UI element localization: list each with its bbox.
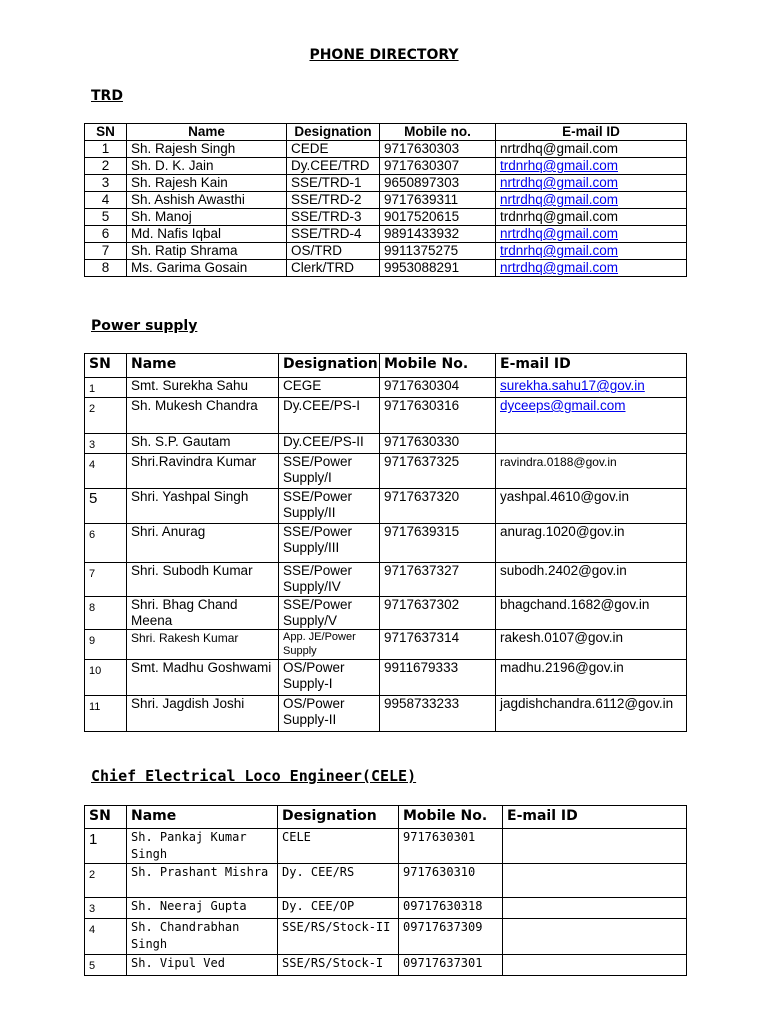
cell-sn: 11 [85,696,127,732]
cell-sn: 1 [85,141,127,158]
cell-sn: 8 [85,597,127,630]
table-row [85,955,687,976]
header-mobile: Mobile no. [380,124,496,141]
cell-email [496,158,687,175]
cell-sn: 3 [85,175,127,192]
cell-designation: SSE/TRD-4 [287,226,380,243]
cell-sn: 8 [85,260,127,277]
cell-mobile: 9717637320 [380,489,496,524]
trd-heading: TRD [91,88,123,104]
cell-name: Ms. Garima Gosain [127,260,287,277]
header-mobile: Mobile No. [399,806,503,829]
table-header-row [85,806,687,829]
cell-name: Smt. Madhu Goshwami [127,660,279,696]
table-header-row [85,354,687,378]
cell-designation: SSE/RS/Stock-II [278,919,399,955]
table-row [85,524,687,563]
cell-email [496,192,687,209]
email-link[interactable]: trdnrhq@gmail.com [500,243,618,258]
table-row [85,563,687,597]
page-title: PHONE DIRECTORY [309,47,459,63]
table-row [85,158,687,175]
email-link[interactable]: nrtrdhq@gmail.com [500,192,618,207]
cell-name: Sh. Chandrabhan Singh [127,919,278,955]
cell-sn: 6 [85,226,127,243]
header-sn: SN [85,806,127,829]
cell-sn: 3 [85,898,127,919]
cell-sn: 4 [85,454,127,489]
cell-designation: CELE [278,829,399,864]
cell-mobile: 9717630330 [380,434,496,454]
cell-name: Smt. Surekha Sahu [127,378,279,398]
cell-email [496,175,687,192]
cell-designation: SSE/TRD-1 [287,175,380,192]
cell-sn: 2 [85,864,127,898]
table-row [85,192,687,209]
email-link[interactable]: nrtrdhq@gmail.com [500,226,618,241]
header-sn: SN [85,354,127,378]
cell-mobile: 9717630316 [380,398,496,434]
cell-mobile: 9717639311 [380,192,496,209]
cell-sn: 2 [85,158,127,175]
cell-designation: Clerk/TRD [287,260,380,277]
cell-sn: 3 [85,434,127,454]
header-name: Name [127,124,287,141]
cell-name: Sh. Ashish Awasthi [127,192,287,209]
email-link[interactable]: dyceeps@gmail.com [500,398,626,413]
table-row [85,919,687,955]
cell-designation: OS/TRD [287,243,380,260]
cell-designation: SSE/Power Supply/III [279,524,380,563]
cell-email: subodh.2402@gov.in [496,563,687,597]
cell-mobile: 9717630304 [380,378,496,398]
cell-name: Shri. Rakesh Kumar [127,630,279,660]
cell-name: Sh. Manoj [127,209,287,226]
table-row [85,434,687,454]
cell-designation: SSE/Power Supply/I [279,454,380,489]
cell-sn: 6 [85,524,127,563]
cell-name: Sh. Neeraj Gupta [127,898,278,919]
cell-name: Shri. Yashpal Singh [127,489,279,524]
cell-email: yashpal.4610@gov.in [496,489,687,524]
cell-email [503,898,687,919]
cell-designation: Dy. CEE/OP [278,898,399,919]
table-row [85,378,687,398]
email-text: nrtrdhq@gmail.com [500,141,618,156]
cell-designation: SSE/Power Supply/IV [279,563,380,597]
cele-heading: Chief Electrical Loco Engineer(CELE) [91,767,417,785]
header-mobile: Mobile No. [380,354,496,378]
table-row [85,141,687,158]
table-row [85,398,687,434]
table-row [85,696,687,732]
cell-name: Sh. Pankaj Kumar Singh [127,829,278,864]
table-row [85,243,687,260]
cell-email [496,434,687,454]
table-row [85,209,687,226]
table-row [85,597,687,630]
cell-sn: 1 [85,378,127,398]
power-supply-table [84,353,687,732]
cell-designation: SSE/TRD-3 [287,209,380,226]
cell-sn: 7 [85,243,127,260]
cell-email [496,141,687,158]
cell-mobile: 9911375275 [380,243,496,260]
cell-name: Shri.Ravindra Kumar [127,454,279,489]
cell-designation: CEGE [279,378,380,398]
cell-designation: App. JE/Power Supply [279,630,380,660]
cell-mobile: 9650897303 [380,175,496,192]
cell-designation: Dy.CEE/TRD [287,158,380,175]
header-name: Name [127,806,278,829]
cell-sn: 4 [85,919,127,955]
cell-name: Sh. Vipul Ved [127,955,278,976]
email-link[interactable]: surekha.sahu17@gov.in [500,378,645,393]
header-designation: Designation [278,806,399,829]
power-supply-heading: Power supply [91,318,198,334]
table-row [85,489,687,524]
table-row [85,175,687,192]
cell-mobile: 09717637301 [399,955,503,976]
cell-email: ravindra.0188@gov.in [496,454,687,489]
trd-table [84,123,687,277]
table-row [85,864,687,898]
cell-name: Sh. Mukesh Chandra [127,398,279,434]
cell-mobile: 9953088291 [380,260,496,277]
cell-name: Shri. Subodh Kumar [127,563,279,597]
cell-designation: CEDE [287,141,380,158]
cell-sn: 5 [85,489,127,524]
cell-name: Sh. Rajesh Singh [127,141,287,158]
cell-mobile: 9717637314 [380,630,496,660]
cell-name: Shri. Bhag Chand Meena [127,597,279,630]
cell-name: Shri. Jagdish Joshi [127,696,279,732]
cell-sn: 1 [85,829,127,864]
cell-email: madhu.2196@gov.in [496,660,687,696]
cell-mobile: 9017520615 [380,209,496,226]
header-designation: Designation [279,354,380,378]
table-row [85,260,687,277]
cell-email [496,209,687,226]
cell-sn: 4 [85,192,127,209]
cell-sn: 10 [85,660,127,696]
cell-sn: 5 [85,209,127,226]
cele-table [84,805,687,976]
cell-email: anurag.1020@gov.in [496,524,687,563]
email-link[interactable]: nrtrdhq@gmail.com [500,260,618,275]
cell-mobile: 9891433932 [380,226,496,243]
cell-mobile: 9717637325 [380,454,496,489]
header-email: E-mail ID [496,354,687,378]
cell-designation: Dy.CEE/PS-I [279,398,380,434]
cell-sn: 5 [85,955,127,976]
table-row [85,829,687,864]
cell-mobile: 9717637302 [380,597,496,630]
email-link[interactable]: trdnrhq@gmail.com [500,158,618,173]
cell-mobile: 9717630307 [380,158,496,175]
cell-designation: SSE/RS/Stock-I [278,955,399,976]
table-row [85,226,687,243]
cell-sn: 9 [85,630,127,660]
header-designation: Designation [287,124,380,141]
cell-mobile: 09717637309 [399,919,503,955]
cell-designation: SSE/Power Supply/V [279,597,380,630]
cell-mobile: 09717630318 [399,898,503,919]
table-row [85,454,687,489]
header-name: Name [127,354,279,378]
cell-email [503,829,687,864]
cell-email: rakesh.0107@gov.in [496,630,687,660]
cell-sn: 2 [85,398,127,434]
cell-mobile: 9958733233 [380,696,496,732]
cell-name: Sh. S.P. Gautam [127,434,279,454]
cell-email [503,864,687,898]
cell-email: jagdishchandra.6112@gov.in [496,696,687,732]
cell-email [496,226,687,243]
cell-name: Sh. Rajesh Kain [127,175,287,192]
cell-mobile: 9717637327 [380,563,496,597]
cell-email [503,919,687,955]
table-row [85,898,687,919]
cell-designation: SSE/Power Supply/II [279,489,380,524]
header-sn: SN [85,124,127,141]
table-row [85,660,687,696]
cell-mobile: 9717630310 [399,864,503,898]
cell-designation: SSE/TRD-2 [287,192,380,209]
cell-email [503,955,687,976]
cell-mobile: 9717639315 [380,524,496,563]
email-link[interactable]: nrtrdhq@gmail.com [500,175,618,190]
cell-email [496,260,687,277]
cell-designation: OS/Power Supply-II [279,696,380,732]
header-email: E-mail ID [503,806,687,829]
cell-sn: 7 [85,563,127,597]
cell-email [496,378,687,398]
cell-designation: Dy. CEE/RS [278,864,399,898]
cell-name: Sh. D. K. Jain [127,158,287,175]
cell-mobile: 9911679333 [380,660,496,696]
cell-name: Sh. Ratip Shrama [127,243,287,260]
email-text: trdnrhq@gmail.com [500,209,618,224]
cell-name: Sh. Prashant Mishra [127,864,278,898]
cell-email [496,243,687,260]
cell-designation: Dy.CEE/PS-II [279,434,380,454]
cell-mobile: 9717630301 [399,829,503,864]
cell-designation: OS/Power Supply-I [279,660,380,696]
cell-mobile: 9717630303 [380,141,496,158]
table-row [85,630,687,660]
cell-email: bhagchand.1682@gov.in [496,597,687,630]
cell-name: Md. Nafis Iqbal [127,226,287,243]
header-email: E-mail ID [496,124,687,141]
table-header-row [85,124,687,141]
cell-email [496,398,687,434]
cell-name: Shri. Anurag [127,524,279,563]
